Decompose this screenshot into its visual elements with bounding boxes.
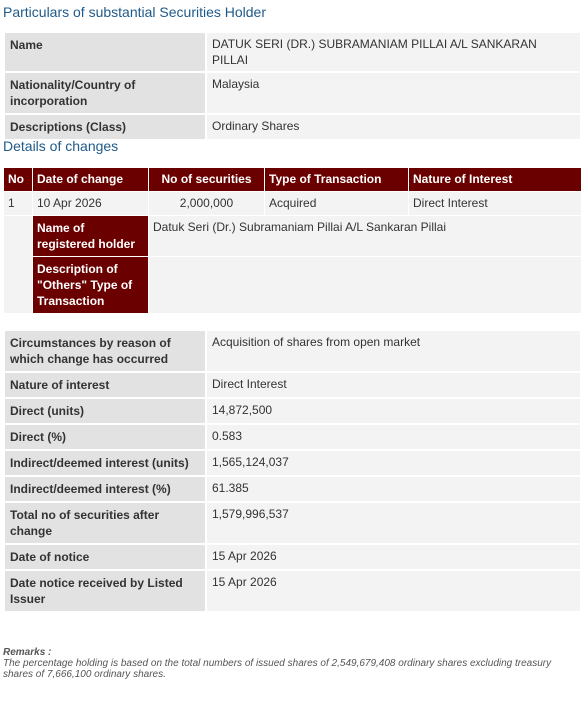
summary-row [4,570,581,612]
summary-table [3,329,582,613]
remarks [3,647,579,680]
indirect-units-value: 1,565,124,037 [206,450,581,476]
others-row [4,257,582,314]
nature-value: Direct Interest [206,372,581,398]
name-value: DATUK SERI (DR.) SUBRAMANIAM PILLAI A/L SANKARAN PILLAI [206,32,581,72]
table-row [4,192,582,216]
name-label: Name [4,32,206,72]
registered-holder-row [4,216,582,257]
header-no: No [4,168,33,192]
row-securities: 2,000,000 [149,192,265,216]
indirect-percent-label: Indirect/deemed interest (%) [4,476,206,502]
indirect-units-label: Indirect/deemed interest (units) [4,450,206,476]
date-notice-value: 15 Apr 2026 [206,544,581,570]
header-nature: Nature of Interest [409,168,582,192]
summary-row [4,424,581,450]
summary-row [4,398,581,424]
changes-table [3,167,582,314]
row-type: Acquired [265,192,409,216]
class-label: Descriptions (Class) [4,114,206,140]
date-received-value: 15 Apr 2026 [206,570,581,612]
row-no: 1 [4,192,33,216]
particulars-table [3,31,582,141]
registered-holder-value: Datuk Seri (Dr.) Subramaniam Pillai A/L Sankaran Pillai [149,216,582,257]
summary-row [4,372,581,398]
remarks-title: Remarks : [3,647,52,658]
indirect-percent-value: 61.385 [206,476,581,502]
others-value [149,257,582,314]
class-value: Ordinary Shares [206,114,581,140]
date-notice-label: Date of notice [4,544,206,570]
header-type: Type of Transaction [265,168,409,192]
nationality-value: Malaysia [206,72,581,114]
direct-units-label: Direct (units) [4,398,206,424]
particulars-title: Particulars of substantial Securities Holder [3,4,267,20]
summary-row [4,450,581,476]
total-value: 1,579,996,537 [206,502,581,544]
summary-row [4,330,581,372]
header-securities: No of securities [149,168,265,192]
date-received-label: Date notice received by Listed Issuer [4,570,206,612]
circumstances-value: Acquisition of shares from open market [206,330,581,372]
others-label: Description of "Others" Type of Transaction [33,257,149,314]
total-label: Total no of securities after change [4,502,206,544]
summary-row [4,502,581,544]
nationality-label: Nationality/Country of incorporation [4,72,206,114]
particulars-row-nationality [4,72,581,114]
particulars-row-name [4,32,581,72]
changes-title: Details of changes [3,138,119,154]
direct-units-value: 14,872,500 [206,398,581,424]
row-spacer [4,216,33,314]
particulars-row-class [4,114,581,140]
remarks-text: The percentage holding is based on the total numbers of issued shares of 2,549,679,408 ordinary shares excluding treasury shares of 7,666,100 ordinary shares. [3,658,552,680]
row-nature: Direct Interest [409,192,582,216]
header-date: Date of change [33,168,149,192]
circumstances-label: Circumstances by reason of which change has occurred [4,330,206,372]
nature-label: Nature of interest [4,372,206,398]
row-date: 10 Apr 2026 [33,192,149,216]
direct-percent-value: 0.583 [206,424,581,450]
changes-header-row [4,168,582,192]
summary-row [4,476,581,502]
registered-holder-label: Name of registered holder [33,216,149,257]
direct-percent-label: Direct (%) [4,424,206,450]
summary-row [4,544,581,570]
